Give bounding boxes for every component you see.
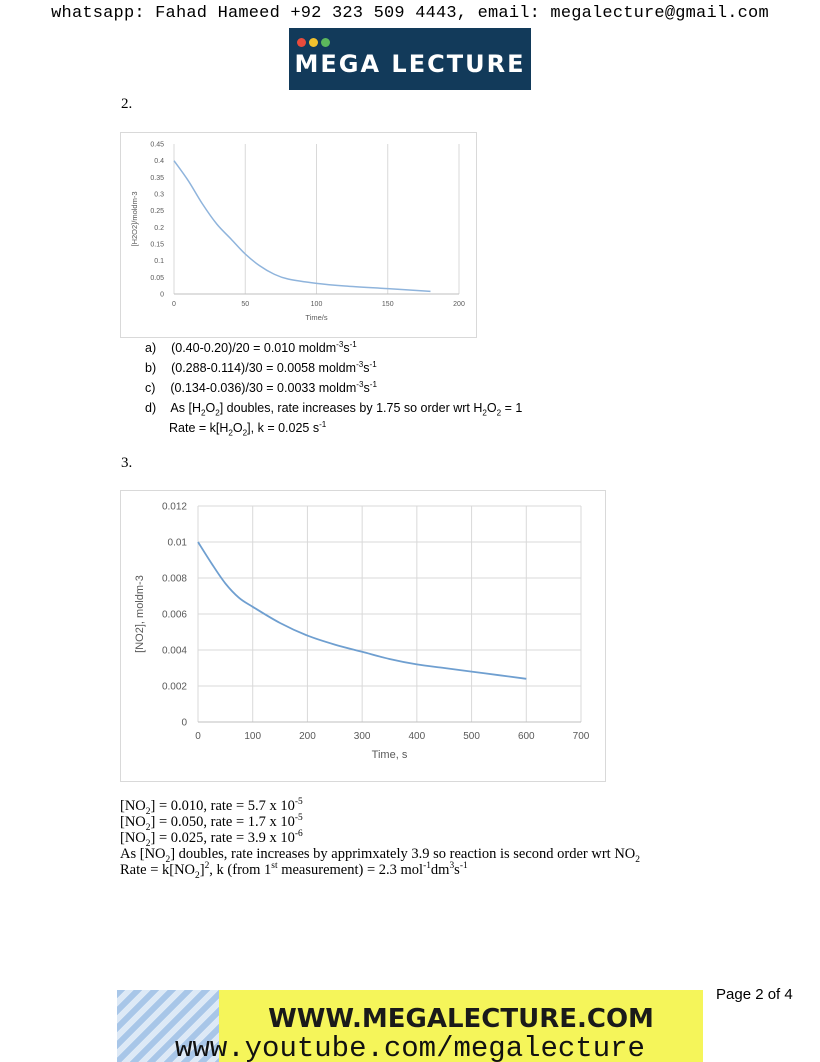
y-tick-label: 0.012	[161, 501, 187, 513]
y-tick-label: 0.1	[154, 258, 164, 266]
y-tick-label: 0.008	[161, 573, 187, 585]
sub: 2	[635, 854, 640, 865]
footer-website: WWW.MEGALECTURE.COM	[268, 1004, 654, 1034]
sup: -1	[369, 379, 377, 389]
sub: 2	[200, 408, 206, 418]
mega-lecture-logo	[289, 28, 531, 90]
q2-answer-label: c)	[145, 381, 156, 395]
y-tick-label: 0	[181, 717, 187, 729]
sub: 2	[228, 428, 233, 438]
text: As [NO	[120, 846, 166, 862]
text: As [H	[170, 401, 201, 415]
y-tick-label: 0.002	[161, 681, 187, 693]
sub: 2	[195, 870, 200, 881]
sup: 3	[449, 861, 455, 872]
footer-banner	[117, 990, 703, 1062]
x-tick-label: 100	[310, 301, 323, 308]
text: s	[454, 862, 460, 878]
text: ], k = 0.025 s	[247, 421, 320, 435]
text: [NO	[120, 830, 146, 846]
chart-h2o2-box	[120, 132, 477, 338]
x-tick-label: 300	[353, 731, 371, 742]
sub: 2	[145, 838, 151, 849]
q2-answer-a	[145, 341, 357, 355]
y-tick-label: 0.35	[150, 174, 164, 182]
q2-answer-label: d)	[145, 401, 157, 415]
x-axis-label: Time/s	[305, 313, 328, 322]
q3-answer-line-5	[120, 861, 468, 881]
sup: -6	[294, 829, 303, 840]
y-tick-label: 0.45	[150, 141, 164, 149]
sup: -1	[423, 861, 431, 872]
x-tick-label: 50	[241, 301, 250, 308]
x-tick-label: 200	[453, 301, 465, 308]
y-tick-label: 0.25	[150, 208, 164, 216]
question-3-number: 3.	[121, 455, 133, 471]
x-tick-label: 400	[408, 731, 426, 742]
text: Rate = k[H	[169, 421, 229, 435]
text: , k (from 1	[209, 862, 272, 878]
sub: 2	[145, 822, 151, 833]
text: ] = 0.050, rate = 1.7 x 10	[150, 814, 295, 830]
x-tick-label: 0	[195, 731, 201, 742]
x-tick-label: 200	[299, 731, 316, 742]
text: ] = 0.010, rate = 5.7 x 10	[150, 798, 295, 814]
q2-answer-label: a)	[145, 341, 157, 355]
logo-dot-green	[321, 38, 330, 47]
data-series-line	[174, 161, 431, 292]
sup: -1	[369, 359, 377, 369]
q2-answer-c	[145, 381, 377, 395]
sup: -5	[294, 813, 303, 824]
sup: -3	[336, 339, 344, 349]
sup: -1	[319, 419, 327, 429]
text: dm	[430, 862, 450, 878]
sub: 2	[215, 408, 220, 418]
q2-answer-d	[145, 401, 523, 418]
text: ]	[199, 862, 205, 878]
y-tick-label: 0	[160, 291, 164, 299]
text: ] = 0.025, rate = 3.9 x 10	[150, 830, 295, 846]
q3-answer-line-2	[120, 813, 303, 833]
q3-answer-line-4	[120, 846, 640, 865]
sup: -3	[356, 359, 364, 369]
text: measurement) = 2.3 mol	[277, 862, 424, 878]
x-axis-label: Time, s	[371, 749, 408, 761]
sup: st	[271, 861, 278, 872]
y-axis-label: [H2O2]/moldm-3	[130, 191, 139, 247]
sup: -1	[349, 339, 357, 349]
y-tick-label: 0.05	[150, 274, 164, 282]
y-axis-label: [NO2], moldm-3	[134, 575, 146, 653]
text: [NO	[120, 814, 146, 830]
q2-answer-label: b)	[145, 361, 157, 375]
sub: 2	[482, 408, 487, 418]
y-tick-label: 0.004	[161, 645, 187, 657]
q3-answer-line-3	[120, 829, 303, 849]
text: O	[232, 421, 243, 435]
q2-answer-text: (0.40-0.20)/20 = 0.010 moldm	[171, 341, 337, 355]
y-tick-label: 0.4	[154, 158, 164, 166]
y-tick-label: 0.2	[154, 224, 164, 232]
x-tick-label: 0	[172, 301, 176, 308]
unit: s	[363, 361, 370, 375]
q3-answer-line-1	[120, 797, 303, 817]
x-tick-label: 700	[572, 731, 590, 742]
sub: 2	[242, 428, 248, 438]
page-number: Page 2 of 4	[716, 986, 793, 1003]
x-tick-label: 150	[381, 301, 394, 308]
text: = 1	[501, 401, 523, 415]
sup: -5	[294, 797, 303, 808]
text: Rate = k[NO	[120, 862, 196, 878]
x-tick-label: 500	[463, 731, 480, 742]
text: O	[205, 401, 216, 415]
text: [NO	[120, 798, 146, 814]
sub: 2	[145, 806, 151, 817]
y-tick-label: 0.01	[167, 537, 187, 549]
q2-answer-text: (0.288-0.114)/30 = 0.0058 moldm	[171, 361, 357, 375]
x-tick-label: 100	[244, 731, 262, 742]
chart-no2	[121, 491, 605, 781]
text: ] doubles, rate increases by apprimxately 3.9 so reaction is second order wrt NO	[170, 846, 636, 862]
text: ] doubles, rate increases by 1.75 so order wrt H	[219, 401, 483, 415]
q2-answer-b	[145, 361, 377, 375]
y-tick-label: 0.3	[154, 191, 164, 199]
y-tick-label: 0.006	[161, 609, 187, 621]
unit: s	[363, 381, 370, 395]
header-contact: whatsapp: Fahad Hameed +92 323 509 4443, email: megalecture@gmail.com	[51, 4, 769, 23]
logo-dot-red	[297, 38, 306, 47]
sub: 2	[165, 854, 171, 865]
chart-no2-box	[120, 490, 606, 782]
sup: -3	[356, 379, 364, 389]
chart-h2o2	[121, 133, 476, 337]
text: O	[486, 401, 497, 415]
sup: -1	[459, 861, 468, 872]
q2-answer-text: (0.134-0.036)/30 = 0.0033 moldm	[170, 381, 357, 395]
sup: 2	[204, 861, 210, 872]
y-tick-label: 0.15	[150, 241, 164, 249]
unit: s	[343, 341, 350, 355]
logo-text: MEGA LECTURE	[294, 50, 526, 78]
logo-dot-yellow	[309, 38, 318, 47]
footer-youtube: www.youtube.com/megalecture	[175, 1032, 645, 1062]
q2-answer-d-rate	[169, 419, 327, 438]
sub: 2	[496, 408, 502, 418]
x-tick-label: 600	[517, 731, 535, 742]
question-2-number: 2.	[121, 96, 133, 112]
